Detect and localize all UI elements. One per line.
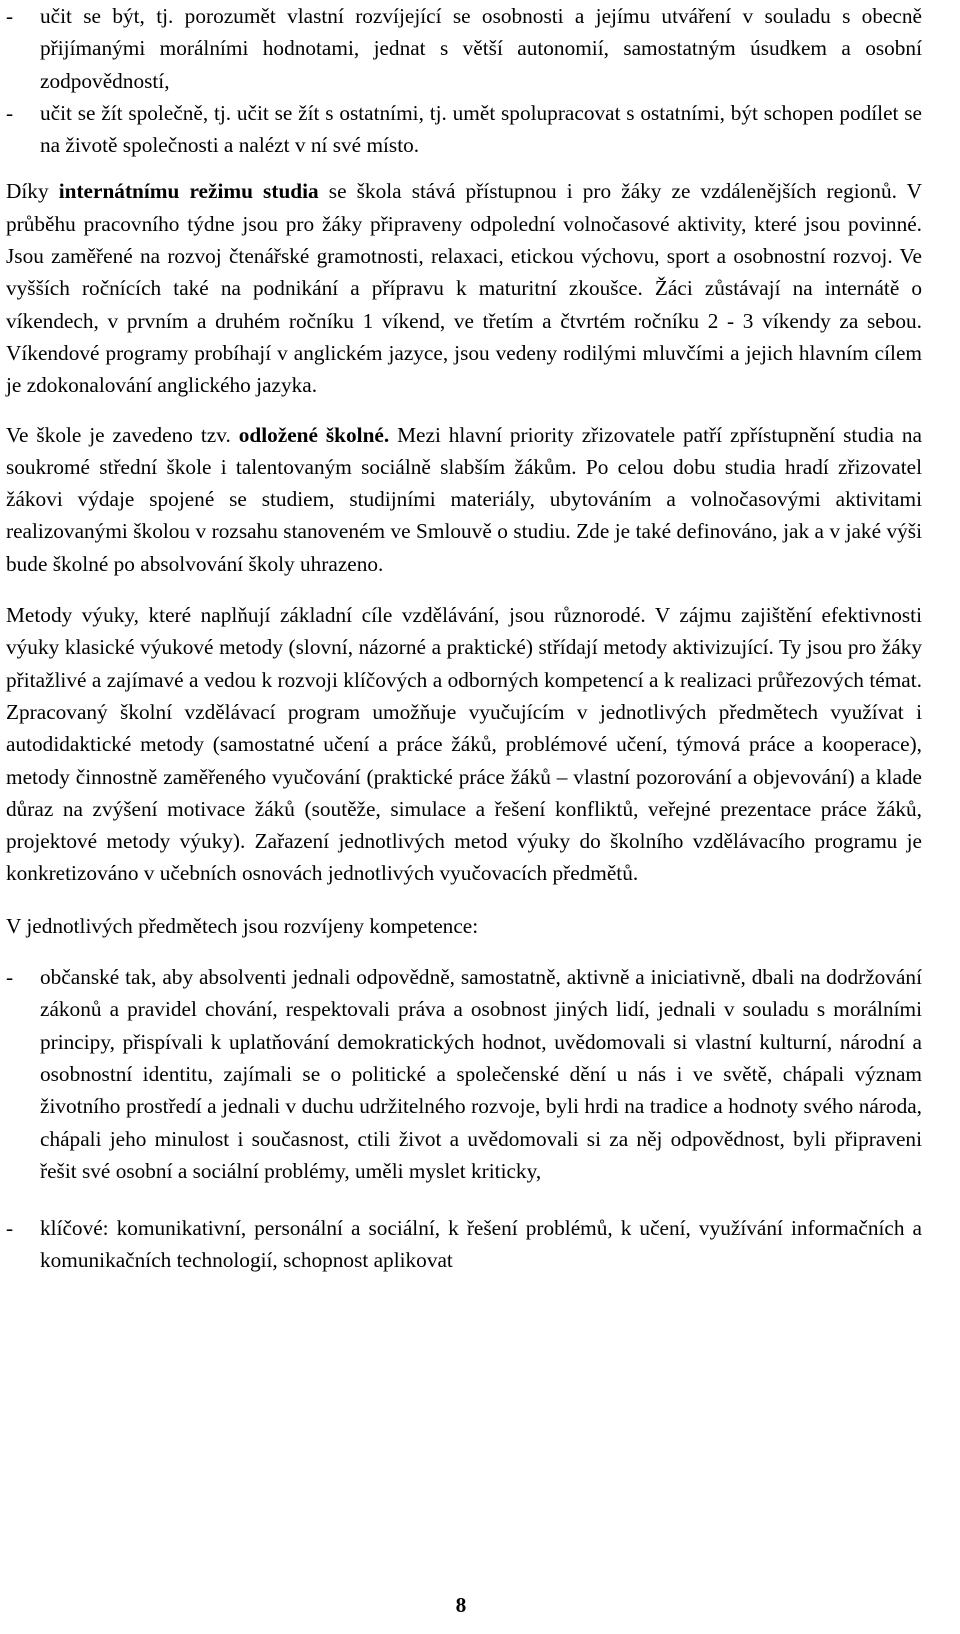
paragraph-text: Díky bbox=[6, 179, 59, 204]
list-item bbox=[6, 0, 922, 97]
list-bullet: - bbox=[6, 1216, 14, 1241]
bold-term: internátnímu režimu studia bbox=[58, 179, 319, 204]
list-bullet: - bbox=[6, 4, 14, 28]
paragraph-kompetence-intro: V jednotlivých předmětech jsou rozvíjeny kompetence: bbox=[6, 913, 479, 938]
list-bullet: - bbox=[6, 965, 14, 990]
list-item bbox=[6, 1212, 922, 1277]
paragraph-text: Mezi hlavní priority zřizovatele patří zpřístupnění studia na soukromé střední škole i talentovaným sociálně slabším žákům. Po celou dobu studia hradí zřizovatel žákovi výdaje spojené se studiem, studijními materiály, ubytováním a volnočasovými aktivitami realizovanými školou v rozsahu stanoveném ve Smlouvě o studiu. Zde je také definováno, jak a v jaké výši bude školné po absolvování školy uhrazeno. bbox=[6, 422, 923, 576]
document-page bbox=[6, 0, 922, 1277]
list-bullet: - bbox=[6, 100, 14, 125]
paragraph-metody: Metody výuky, které naplňují základní cíle vzdělávání, jsou různorodé. V zájmu zajištění efektivnosti výuky klasické výukové metody (slovní, názorné a praktické) střídají metody aktivizující. Ty jsou pro žáky přitažlivé a zajímavé a vedou k rozvoji klíčových a odborných kompetencí a k realizaci průřezových témat. Zpracovaný školní vzdělávací program umožňuje vyučujícím v jednotlivých předmětech využívat i autodidaktické metody (samostatné učení a práce žáků, problémové učení, týmová práce a kooperace), metody činnostně zaměřeného vyučování (praktické práce žáků – vlastní pozorování a objevování) a klade důraz na zvýšení motivace žáků (soutěže, simulace a řešení konfliktů, veřejné prezentace práce žáků, projektové metody výuky). Zařazení jednotlivých metod výuky do školního vzdělávacího programu je konkretizováno v učebních osnovách jednotlivých vyučovacích předmětů. bbox=[6, 603, 922, 886]
list-item-text: klíčové: komunikativní, personální a sociální, k řešení problémů, k učení, využívání informačních a komunikačních technologií, schopnost aplikovat bbox=[40, 1216, 922, 1273]
list-item-text: učit se žít společně, tj. učit se žít s ostatními, tj. umět spolupracovat s ostatními, být schopen podílet se na životě společnosti a nalézt v ní své místo. bbox=[40, 100, 922, 158]
paragraph-internat bbox=[6, 175, 922, 401]
list-item-text: učit se být, tj. porozumět vlastní rozvíjející se osobnosti a jejímu utváření v souladu s obecně přijímanými morálními hodnotami, jednat s větší autonomií, samostatným úsudkem a osobní zodpovědností, bbox=[40, 4, 922, 93]
paragraph-skolne bbox=[6, 419, 922, 580]
list-item bbox=[6, 961, 922, 1187]
list-item bbox=[6, 97, 922, 162]
paragraph-text: Ve škole je zavedeno tzv. bbox=[6, 422, 239, 447]
paragraph-text: se škola stává přístupnou i pro žáky ze vzdálenějších regionů. V průběhu pracovního týdne jsou pro žáky připraveny odpolední volnočasové aktivity, které jsou povinné. Jsou zaměřené na rozvoj čtenářské gramotnosti, relaxaci, etickou výchovu, sport a osobnostní rozvoj. Ve vyšších ročnících také na podnikání a přípravu k maturitní zkoušce. Žáci zůstávají na internátě o víkendech, v prvním a druhém ročníku 1 víkend, ve třetím a čtvrtém ročníku 2 - 3 víkendy za sebou. Víkendové programy probíhají v anglickém jazyce, jsou vedeny rodilými mluvčími a jejich hlavním cílem je zdokonalování anglického jazyka. bbox=[6, 179, 923, 398]
list-item-text: občanské tak, aby absolventi jednali odpovědně, samostatně, aktivně a iniciativně, dbali na dodržování zákonů a pravidel chování, respektovali práva a osobnost jiných lidí, jednali v souladu s morálními principy, přispívali k uplatňování demokratických hodnot, uvědomovali si vlastní kulturní, národní a osobnostní identitu, zajímali se o politické a společenské dění u nás i ve světě, chápali význam životního prostředí a jednali v duchu udržitelného rozvoje, byli hrdi na tradice a hodnoty svého národa, chápali jeho minulost i současnost, ctili život a uvědomovali si za něj odpovědnost, byli připraveni řešit své osobní a sociální problémy, uměli myslet kriticky, bbox=[40, 965, 922, 1183]
page-number: 8 bbox=[455, 1593, 467, 1617]
bold-term: odložené školné. bbox=[238, 422, 390, 447]
